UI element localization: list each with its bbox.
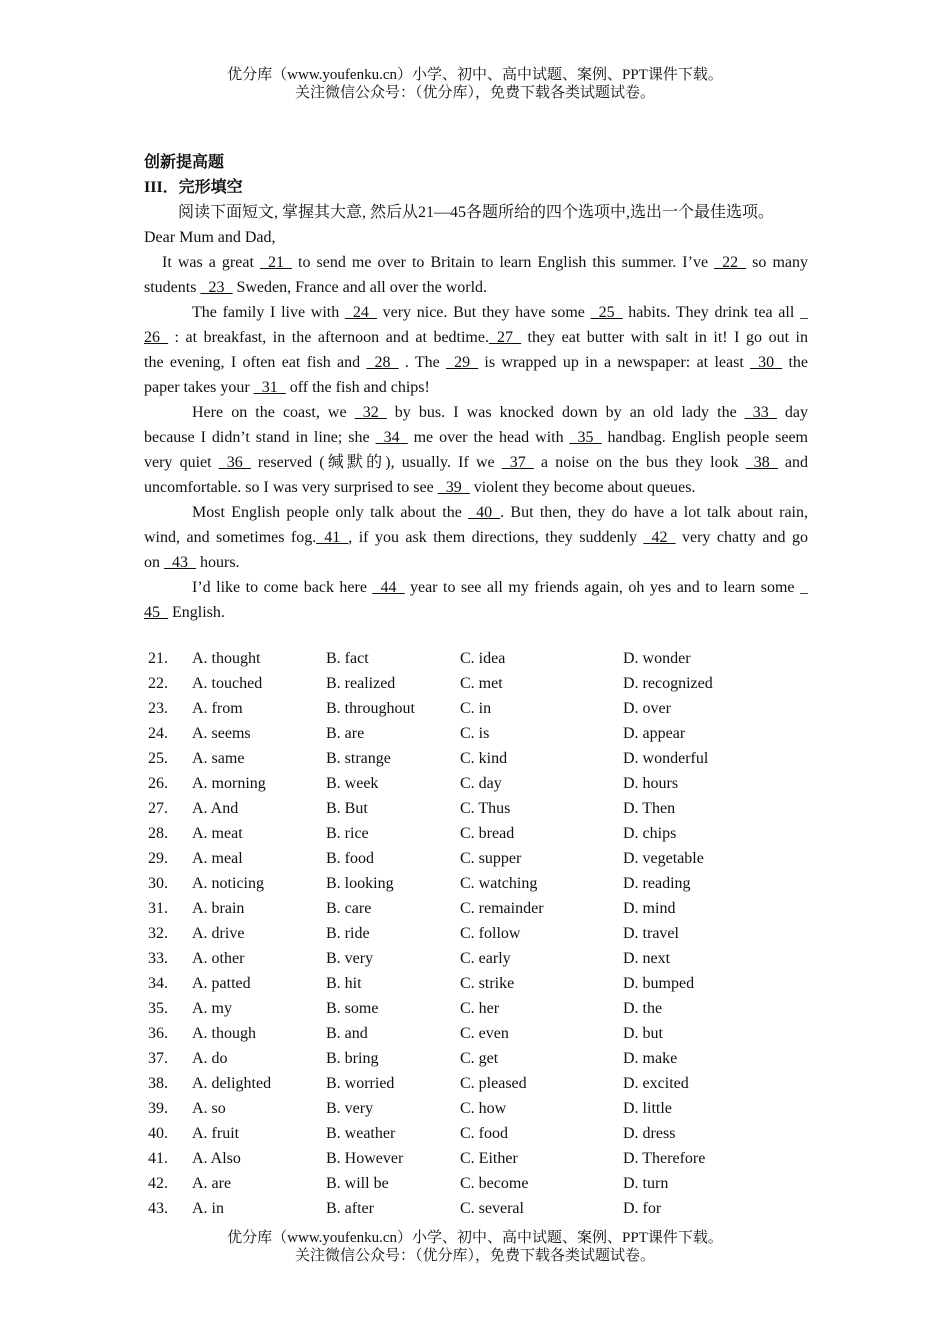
option-d: D. but [623,1025,663,1042]
option-row [144,971,808,996]
option-c: C. idea [460,650,506,667]
option-a: A. seems [192,725,251,742]
question-number: 40. [148,1125,168,1142]
passage [144,250,808,625]
passage-line: on _43_ hours. [144,554,240,571]
blank-34: _34_ [375,429,408,446]
blank-26: 26_ [144,329,168,346]
option-c: C. several [460,1200,524,1217]
option-b: B. However [326,1150,404,1167]
option-d: D. reading [623,875,691,892]
option-b: B. care [326,900,372,917]
option-c: C. even [460,1025,509,1042]
option-c: C. food [460,1125,508,1142]
option-d: D. hours [623,775,679,792]
question-number: 38. [148,1075,168,1092]
blank-33: _33_ [744,404,777,421]
option-b: B. looking [326,875,394,892]
blank-43: _43_ [164,554,196,571]
question-number: 28. [148,825,168,842]
option-c: C. met [460,675,503,692]
option-d: D. Then [623,800,676,817]
option-a: A. in [192,1200,224,1217]
option-b: B. weather [326,1125,396,1142]
passage-line: 45_ English. [144,604,225,621]
cloze-section [144,150,808,625]
passage-line: because I didn’t stand in line; she _34_ me over the head with _35_ handbag. English people seem [144,429,808,446]
option-b: B. ride [326,925,370,942]
question-number: 39. [148,1100,168,1117]
option-d: D. over [623,700,671,717]
blank-45: 45_ [144,604,168,621]
question-number: 26. [148,775,168,792]
option-c: C. early [460,950,511,967]
option-a: A. other [192,950,245,967]
page-header [0,66,950,102]
option-d: D. excited [623,1075,689,1092]
question-number: 35. [148,1000,168,1017]
option-d: D. the [623,1000,663,1017]
option-d: D. recognized [623,675,713,692]
question-number: 23. [148,700,168,717]
option-b: B. some [326,1000,379,1017]
blank-38: _38_ [745,454,778,471]
option-a: A. my [192,1000,232,1017]
passage-line: Most English people only talk about the _40_. But then, they do have a lot talk about rain, [192,504,808,521]
blank-39: _39_ [437,479,470,496]
option-b: B. are [326,725,365,742]
part-heading: III．完形填空 [144,179,243,196]
option-c: C. in [460,700,492,717]
option-row [144,671,808,696]
passage-line: 26_ : at breakfast, in the afternoon and at bedtime._27_ they eat butter with salt in it! I go out in [144,329,808,346]
option-b: B. realized [326,675,396,692]
option-c: C. watching [460,875,538,892]
passage-line: paper takes your _31_ off the fish and chips! [144,379,430,396]
option-d: D. mind [623,900,676,917]
blank-25: _25_ [590,304,623,321]
option-row [144,821,808,846]
question-number: 22. [148,675,168,692]
option-b: B. very [326,950,374,967]
header-line-1: 优分库（www.youfenku.cn）小学、初中、高中试题、案例、PPT课件下载。 [227,67,723,83]
option-c: C. day [460,775,502,792]
option-row [144,996,808,1021]
option-d: D. little [623,1100,672,1117]
blank-28: _28_ [366,354,399,371]
option-b: B. throughout [326,700,415,717]
question-number: 31. [148,900,168,917]
section-title: 创新提高题 [144,154,225,171]
passage-line: wind, and sometimes fog._41_, if you ask them directions, they suddenly _42_ very chatty and go [144,529,808,546]
blank-37: _37_ [501,454,534,471]
blank-22: _22_ [714,254,747,271]
option-b: B. after [326,1200,374,1217]
option-b: B. food [326,850,374,867]
option-b: B. and [326,1025,368,1042]
blank-40: _40_ [468,504,501,521]
option-row [144,1046,808,1071]
option-a: A. brain [192,900,245,917]
option-c: C. how [460,1100,507,1117]
footer-line-1: 优分库（www.youfenku.cn）小学、初中、高中试题、案例、PPT课件下载。 [227,1230,723,1246]
option-a: A. meat [192,825,243,842]
blank-32: _32_ [354,404,387,421]
question-number: 32. [148,925,168,942]
option-row [144,1021,808,1046]
option-row [144,746,808,771]
option-row [144,796,808,821]
question-number: 30. [148,875,168,892]
option-row [144,771,808,796]
option-b: B. strange [326,750,391,767]
header-line-2: 关注微信公众号：（优分库），免费下载各类试题试卷。 [294,85,655,101]
option-d: D. turn [623,1175,669,1192]
question-number: 25. [148,750,168,767]
option-a: A. drive [192,925,245,942]
option-a: A. fruit [192,1125,240,1142]
option-a: A. morning [192,775,266,792]
question-number: 34. [148,975,168,992]
option-c: C. become [460,1175,529,1192]
passage-line: The family I live with _24_ very nice. But they have some _25_ habits. They drink tea all _ [192,304,808,321]
option-row [144,696,808,721]
option-a: A. touched [192,675,263,692]
passage-line: students _23_ Sweden, France and all over the world. [144,279,488,296]
option-d: D. wonderful [623,750,709,767]
option-d: D. make [623,1050,678,1067]
passage-line: Here on the coast, we _32_ by bus. I was knocked down by an old lady the _33_ day [192,404,808,421]
answer-options [144,646,808,1221]
option-d: D. wonder [623,650,691,667]
option-d: D. appear [623,725,686,742]
option-d: D. for [623,1200,662,1217]
footer-line-2: 关注微信公众号：（优分库），免费下载各类试题试卷。 [294,1248,655,1264]
blank-21: _21_ [259,254,292,271]
blank-35: _35_ [569,429,602,446]
option-b: B. rice [326,825,369,842]
question-number: 41. [148,1150,168,1167]
option-c: C. pleased [460,1075,527,1092]
option-row [144,1146,808,1171]
option-c: C. supper [460,850,522,867]
option-a: A. Also [192,1150,241,1167]
option-a: A. are [192,1175,232,1192]
option-c: C. Thus [460,800,511,817]
option-c: C. her [460,1000,500,1017]
blank-30: _30_ [750,354,783,371]
option-d: D. travel [623,925,679,942]
option-a: A. And [192,800,239,817]
blank-44: _44_ [372,579,405,596]
option-row [144,1121,808,1146]
option-b: B. bring [326,1050,379,1067]
option-a: A. thought [192,650,261,667]
option-row [144,1171,808,1196]
option-row [144,846,808,871]
blank-42: _42_ [643,529,676,546]
option-c: C. is [460,725,490,742]
question-number: 42. [148,1175,168,1192]
option-b: B. worried [326,1075,395,1092]
option-row [144,721,808,746]
question-number: 24. [148,725,168,742]
option-a: A. same [192,750,245,767]
option-b: B. But [326,800,368,817]
option-row [144,946,808,971]
option-a: A. so [192,1100,226,1117]
option-d: D. bumped [623,975,695,992]
option-row [144,921,808,946]
option-c: C. kind [460,750,508,767]
question-number: 33. [148,950,168,967]
option-c: C. Either [460,1150,518,1167]
blank-29: _29_ [446,354,479,371]
option-a: A. delighted [192,1075,272,1092]
option-a: A. do [192,1050,228,1067]
blank-41: _41_ [316,529,349,546]
passage-line: I’d like to come back here _44_ year to see all my friends again, oh yes and to learn some _ [192,579,808,596]
option-d: D. Therefore [623,1150,706,1167]
option-row [144,646,808,671]
option-row [144,1096,808,1121]
option-row [144,896,808,921]
option-d: D. dress [623,1125,676,1142]
question-number: 21. [148,650,168,667]
blank-27: _27_ [488,329,521,346]
passage-line: uncomfortable. so I was very surprised to see _39_ violent they become about queues. [144,479,696,496]
page-footer [0,1229,950,1265]
blank-36: _36_ [218,454,251,471]
salutation: Dear Mum and Dad, [144,229,276,246]
question-number: 37. [148,1050,168,1067]
option-d: D. chips [623,825,677,842]
option-b: B. week [326,775,379,792]
question-number: 43. [148,1200,168,1217]
option-b: B. hit [326,975,362,992]
option-a: A. patted [192,975,251,992]
blank-24: _24_ [344,304,377,321]
passage-line: very quiet _36_ reserved (缄默的), usually. If we _37_ a noise on the bus they look _38_ and [144,454,808,471]
instruction: 阅读下面短文, 掌握其大意, 然后从21—45各题所给的四个选项中,选出一个最佳选项。 [178,204,775,221]
question-number: 36. [148,1025,168,1042]
option-a: A. meal [192,850,243,867]
passage-line: It was a great _21_ to send me over to Britain to learn English this summer. I’ve _22_ so many [162,254,808,271]
passage-line: the evening, I often eat fish and _28_ . The _29_ is wrapped up in a newspaper: at least _30_ the [144,354,808,371]
option-b: B. fact [326,650,369,667]
option-c: C. get [460,1050,499,1067]
option-d: D. vegetable [623,850,704,867]
option-d: D. next [623,950,671,967]
option-a: A. though [192,1025,256,1042]
question-number: 27. [148,800,168,817]
blank-31: _31_ [253,379,286,396]
blank-23: _23_ [200,279,233,296]
option-a: A. from [192,700,243,717]
option-row [144,871,808,896]
option-a: A. noticing [192,875,264,892]
option-b: B. very [326,1100,374,1117]
option-row [144,1071,808,1096]
option-c: C. remainder [460,900,544,917]
option-c: C. strike [460,975,515,992]
option-c: C. follow [460,925,521,942]
question-number: 29. [148,850,168,867]
option-c: C. bread [460,825,515,842]
option-b: B. will be [326,1175,389,1192]
option-row [144,1196,808,1221]
